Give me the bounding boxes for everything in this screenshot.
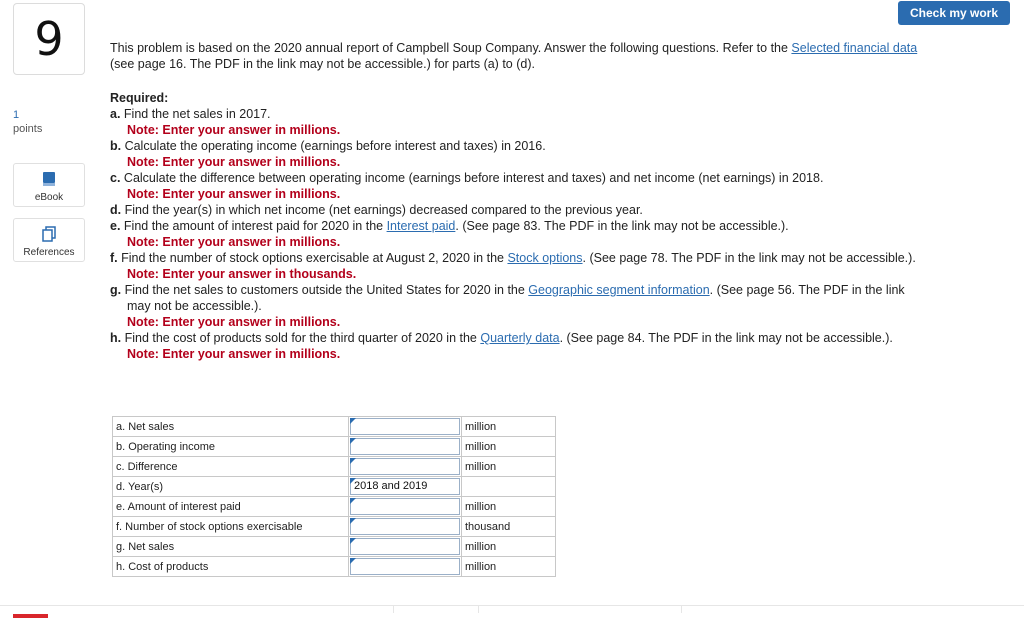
ebook-label: eBook bbox=[34, 192, 64, 203]
table-row bbox=[113, 437, 556, 457]
stock-options-input[interactable] bbox=[350, 518, 460, 535]
references-icon bbox=[14, 226, 84, 245]
unit-label: million bbox=[462, 537, 556, 557]
unit-label: thousand bbox=[462, 517, 556, 537]
requirement-note: Note: Enter your answer in millions. bbox=[127, 155, 341, 169]
unit-label bbox=[462, 477, 556, 497]
row-label: h. Cost of products bbox=[113, 557, 349, 577]
table-row bbox=[113, 497, 556, 517]
stock-options-link[interactable]: Stock options bbox=[507, 251, 583, 265]
operating-income-input[interactable] bbox=[350, 438, 460, 455]
references-button[interactable] bbox=[13, 218, 85, 262]
unit-label: million bbox=[462, 457, 556, 477]
interest-paid-input[interactable] bbox=[350, 498, 460, 515]
intro-text: This problem is based on the 2020 annual report of Campbell Soup Company. Answer the following questions. Refer to the bbox=[110, 41, 792, 55]
required-heading: Required: bbox=[110, 91, 169, 105]
requirement-item: d. Find the year(s) in which net income (net earnings) decreased compared to the previous year. bbox=[110, 203, 643, 217]
input-cell bbox=[349, 537, 462, 557]
requirement-item: h. Find the cost of products sold for the third quarter of 2020 in the Quarterly data. (See page 84. The PDF in the link may not be accessible.). bbox=[110, 331, 893, 345]
requirement-note: Note: Enter your answer in millions. bbox=[127, 315, 341, 329]
geographic-segment-link[interactable]: Geographic segment information bbox=[528, 283, 710, 297]
unit-label: million bbox=[462, 437, 556, 457]
row-label: g. Net sales bbox=[113, 537, 349, 557]
check-my-work-button[interactable]: Check my work bbox=[898, 1, 1010, 25]
requirement-note: Note: Enter your answer in millions. bbox=[127, 123, 341, 137]
table-row bbox=[113, 537, 556, 557]
input-cell bbox=[349, 557, 462, 577]
problem-text bbox=[110, 40, 930, 362]
unit-label: million bbox=[462, 557, 556, 577]
input-cell bbox=[349, 497, 462, 517]
footer-tick bbox=[681, 605, 682, 613]
requirement-note: Note: Enter your answer in millions. bbox=[127, 347, 341, 361]
unit-label: million bbox=[462, 497, 556, 517]
difference-input[interactable] bbox=[350, 458, 460, 475]
requirement-note: Note: Enter your answer in millions. bbox=[127, 187, 341, 201]
requirement-item: a. Find the net sales in 2017. bbox=[110, 107, 271, 121]
row-label: b. Operating income bbox=[113, 437, 349, 457]
requirement-note: Note: Enter your answer in thousands. bbox=[127, 267, 357, 281]
input-cell bbox=[349, 477, 462, 497]
ebook-icon bbox=[14, 171, 84, 190]
intro-text-end: (see page 16. The PDF in the link may not be accessible.) for parts (a) to (d). bbox=[110, 57, 535, 71]
table-row bbox=[113, 477, 556, 497]
interest-paid-link[interactable]: Interest paid bbox=[386, 219, 456, 233]
table-row bbox=[113, 417, 556, 437]
unit-label: million bbox=[462, 417, 556, 437]
cost-of-products-input[interactable] bbox=[350, 558, 460, 575]
table-row bbox=[113, 557, 556, 577]
row-label: c. Difference bbox=[113, 457, 349, 477]
row-label: e. Amount of interest paid bbox=[113, 497, 349, 517]
intro-paragraph bbox=[110, 40, 930, 72]
table-row bbox=[113, 457, 556, 477]
footer-tick bbox=[393, 605, 394, 613]
footer-divider bbox=[0, 605, 1024, 606]
question-number-box bbox=[13, 3, 85, 75]
input-cell bbox=[349, 517, 462, 537]
red-tab-indicator bbox=[13, 614, 48, 618]
ebook-button[interactable] bbox=[13, 163, 85, 207]
input-cell bbox=[349, 457, 462, 477]
requirement-item: c. Calculate the difference between operating income (earnings before interest and taxes) and net income (net earnings) in 2018. bbox=[110, 171, 824, 185]
points-value: 1 bbox=[13, 109, 20, 121]
net-sales-input[interactable] bbox=[350, 418, 460, 435]
row-label: f. Number of stock options exercisable bbox=[113, 517, 349, 537]
input-cell bbox=[349, 437, 462, 457]
points-label: points bbox=[13, 123, 43, 135]
selected-financial-data-link[interactable]: Selected financial data bbox=[791, 41, 918, 55]
footer-tick bbox=[478, 605, 479, 613]
requirement-note: Note: Enter your answer in millions. bbox=[127, 235, 341, 249]
requirement-item: f. Find the number of stock options exercisable at August 2, 2020 in the Stock options. (See page 78. The PDF in the link may not be accessible.). bbox=[110, 251, 916, 265]
input-cell bbox=[349, 417, 462, 437]
points-info bbox=[13, 108, 42, 136]
net-sales-outside-us-input[interactable] bbox=[350, 538, 460, 555]
row-label: d. Year(s) bbox=[113, 477, 349, 497]
requirement-item: b. Calculate the operating income (earnings before interest and taxes) in 2016. bbox=[110, 139, 546, 153]
row-label: a. Net sales bbox=[113, 417, 349, 437]
table-row bbox=[113, 517, 556, 537]
years-input[interactable]: 2018 and 2019 bbox=[350, 478, 460, 495]
requirement-item: g. Find the net sales to customers outside the United States for 2020 in the Geographic segment information. (See page 56. The PDF in the link may not be accessible.). bbox=[110, 283, 905, 313]
answer-table bbox=[112, 416, 556, 577]
references-label: References bbox=[23, 247, 75, 258]
question-number: 9 bbox=[34, 12, 64, 66]
requirement-item: e. Find the amount of interest paid for 2020 in the Interest paid. (See page 83. The PDF in the link may not be accessible.). bbox=[110, 219, 789, 233]
quarterly-data-link[interactable]: Quarterly data bbox=[480, 331, 560, 345]
